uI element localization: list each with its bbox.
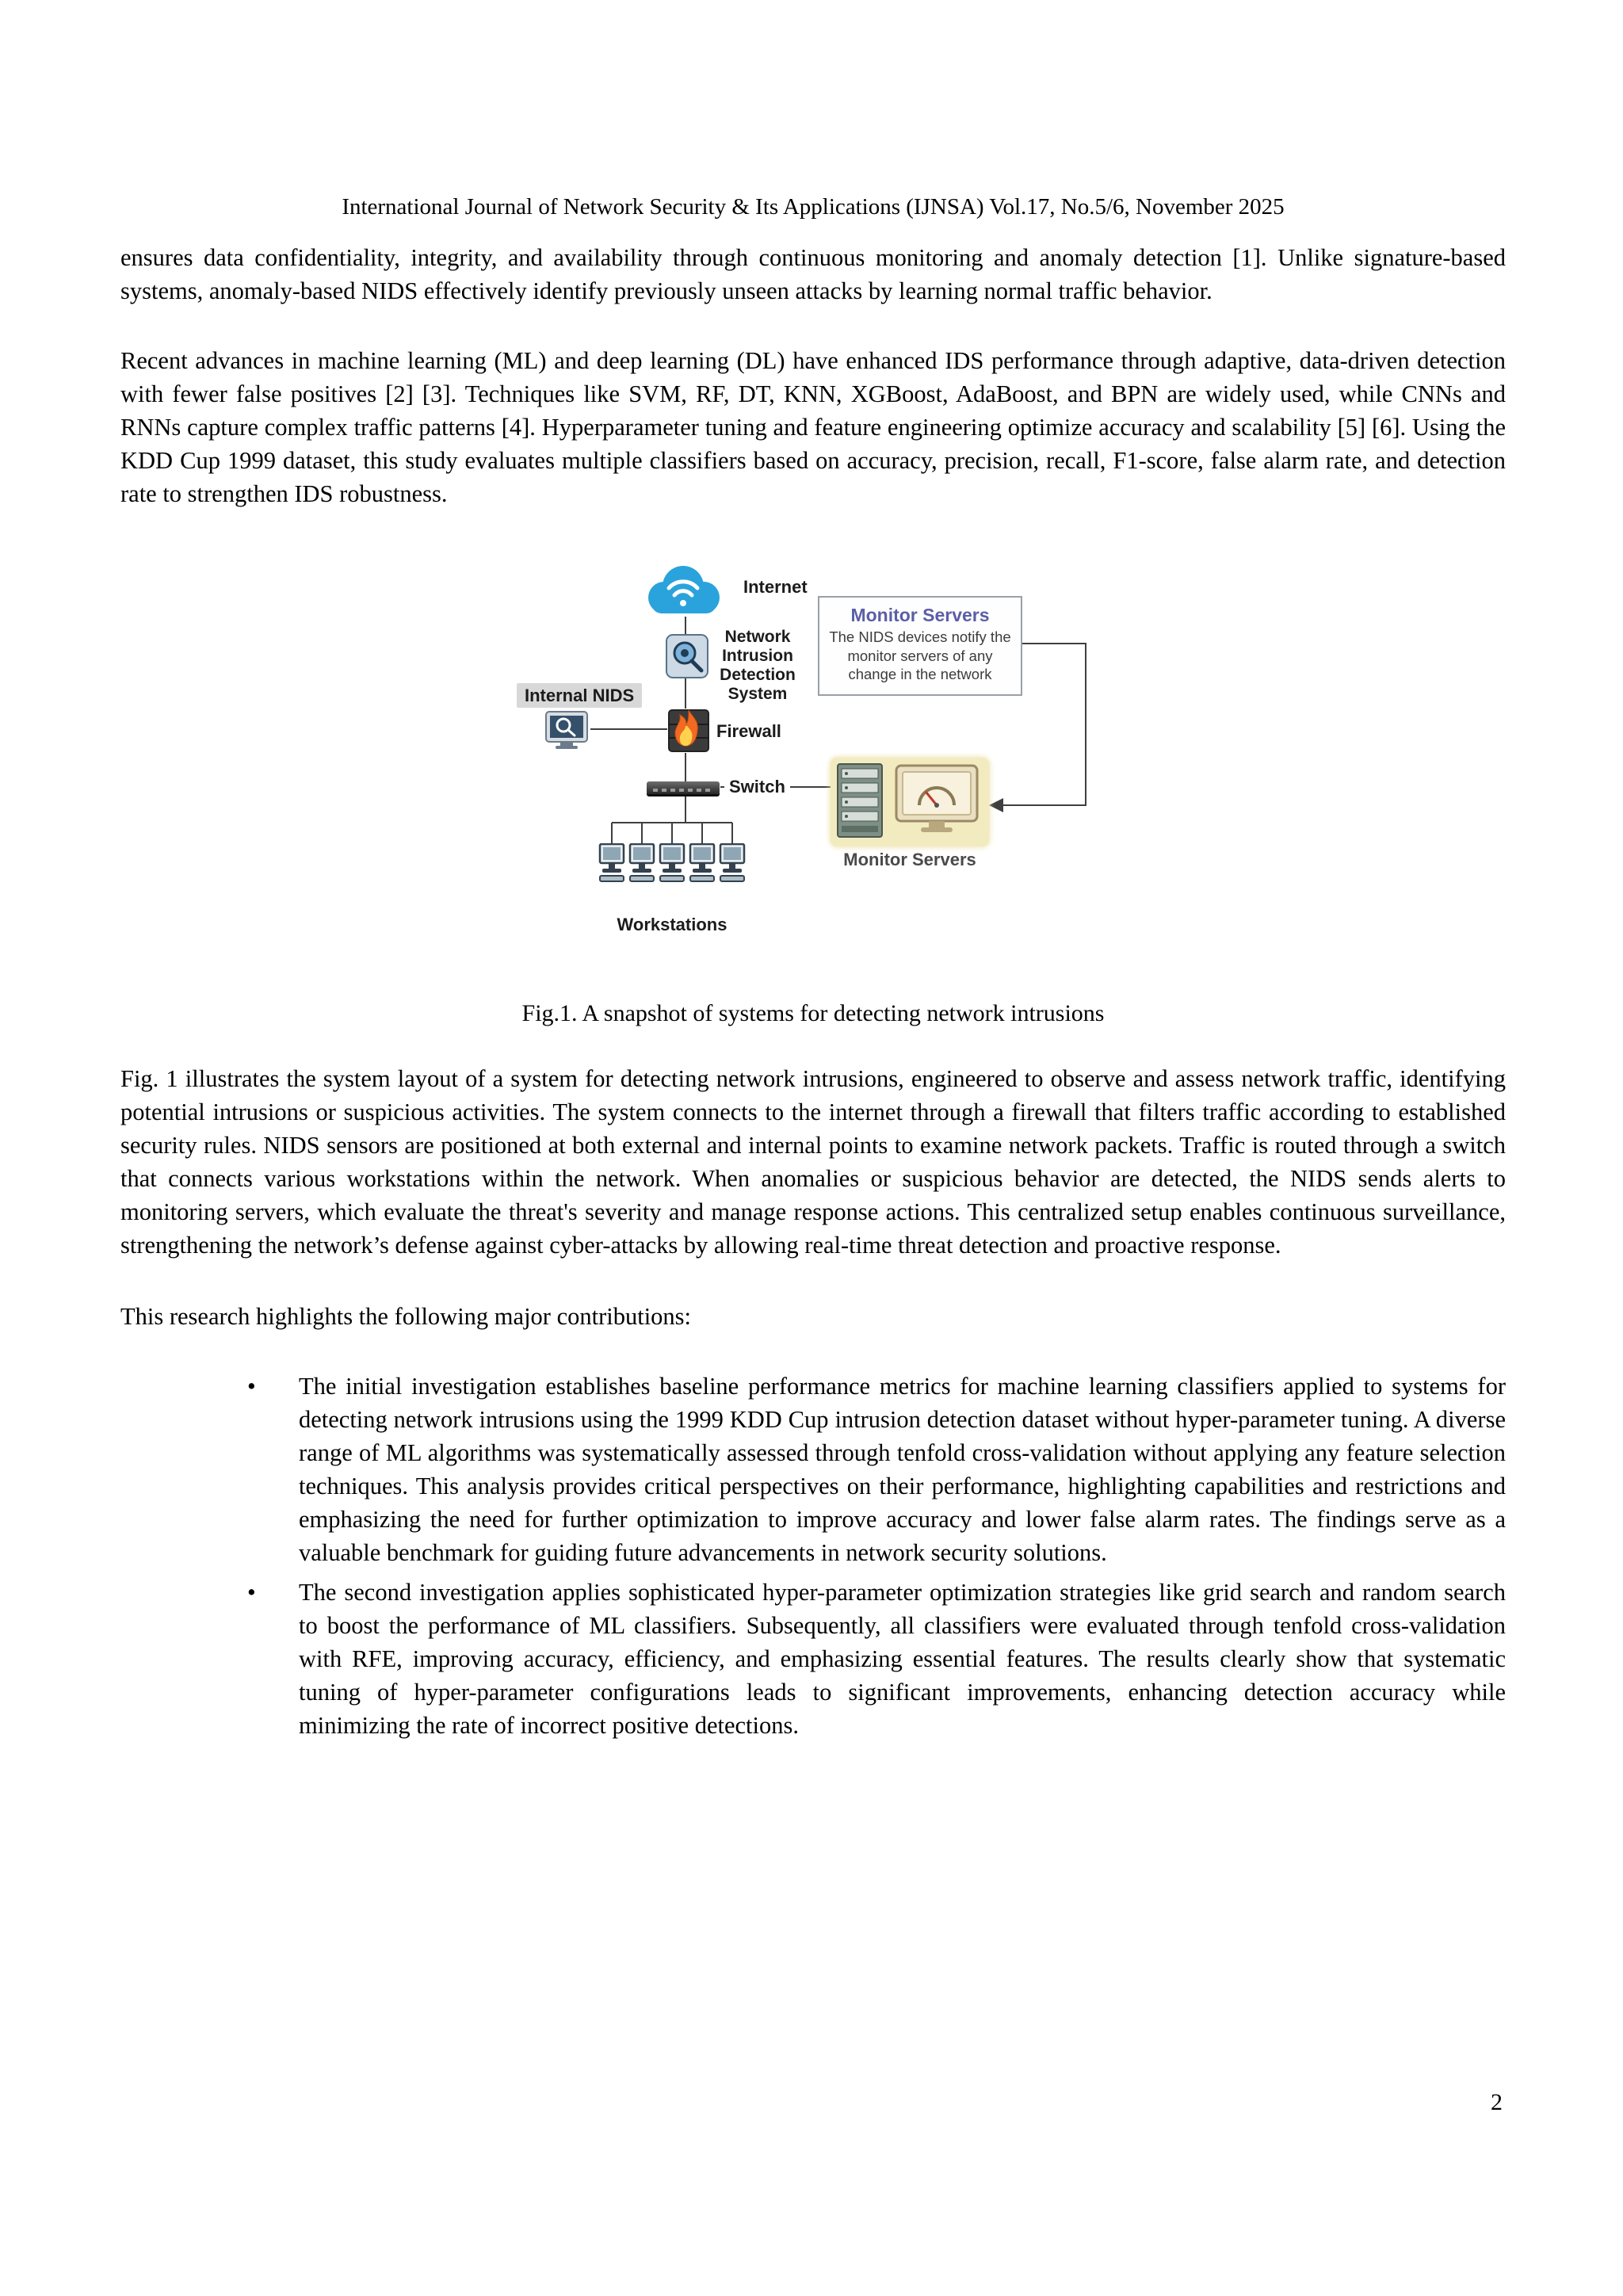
workstation-icon [689,843,716,887]
contribution-item-2 [120,1576,1506,1742]
figure-caption: Fig.1. A snapshot of systems for detecting network intrusions [521,1000,1105,1026]
firewall-label: Firewall [716,721,781,741]
page-number: 2 [1491,2089,1503,2115]
internet-label: Internet [743,577,808,597]
nids-label: Network Intrusion Detection System [720,628,796,704]
workstations-label: Workstations [617,915,727,934]
internet-cloud-icon [637,560,731,624]
contributions-list [120,1370,1506,1742]
monitor-servers-icon-label: Monitor Servers [843,850,976,869]
bullet-marker: • [247,1579,256,1606]
contribution-item-1 [120,1370,1506,1569]
firewall-icon [667,705,710,758]
monitor-servers-description: The NIDS devices notify the monitor servers of any change in the network [829,628,1011,683]
contribution-text-1: The initial investigation establishes baseline performance metrics for machine learning classifiers applied to systems for detecting network intrusions using the 1999 KDD Cup intrusion detection dataset without hyper-parameter tuning. A diverse range of ML algorithms was systematically assessed through tenfold cross-validation without applying any feature selection techniques. This analysis provides critical perspectives on their performance, highlighting capabilities and restrictions and emphasizing the need for further optimization to improve accuracy and lower false alarm rates. The findings serve as a valuable benchmark for guiding future advancements in network security solutions. [299,1373,1506,1566]
server-rack-icon [836,762,884,842]
journal-header: International Journal of Network Security & Its Applications (IJNSA) Vol.17, No.5/6, November 2025 [342,194,1285,220]
monitor-servers-title: Monitor Servers [850,605,990,625]
workstation-icon [598,843,625,887]
switch-icon [647,781,720,794]
arrowhead-to-monitor-servers [989,798,1003,812]
contribution-text-2: The second investigation applies sophisticated hyper-parameter optimization strategies like grid search and random search to boost the performance of ML classifiers. Subsequently, all classifiers were evaluated through tenfold cross-validation with RFE, improving accuracy, efficiency, and emphasizing essential features. The results clearly show that systematic tuning of hyper-parameter configurations leads to significant improvements, enhancing detection accuracy while minimizing the rate of incorrect positive detections. [299,1579,1506,1739]
paragraph-ml-advances: Recent advances in machine learning (ML) and deep learning (DL) have enhanced IDS performance through adaptive, data-driven detection with fewer false positives [2] [3]. Techniques like SVM, RF, DT, KNN, XGBoost, AdaBoost, and BPN are widely used, while CNNs and RNNs capture complex traffic patterns [4]. Hyperparameter tuning and feature engineering optimize accuracy and scalability [5] [6]. Using the KDD Cup 1999 dataset, this study evaluates multiple classifiers based on accuracy, precision, recall, F1-score, false alarm rate, and detection rate to strengthen IDS robustness. [120,347,1506,507]
paragraph-anomaly-detection: ensures data confidentiality, integrity, and availability through continuous monitoring and anomaly detection [1]. Unlike signature-based systems, anomaly-based NIDS effectively identify previously unseen attacks by learning normal traffic behavior. [120,244,1506,304]
workstation-icon [659,843,685,887]
switch-label: Switch [724,775,790,798]
diagram-connection-lines [120,560,1506,949]
bullet-marker: • [247,1373,256,1400]
figure-1-diagram [120,560,1506,949]
switch-ports [653,789,713,792]
workstation-icon [719,843,746,887]
monitor-servers-callout [818,596,1022,696]
internal-nids-icon [544,710,589,754]
paragraph-figure-discussion: Fig. 1 illustrates the system layout of a system for detecting network intrusions, engineered to observe and assess network traffic, identifying potential intrusions or suspicious activities. The system connects to the internet through a firewall that filters traffic according to established security rules. NIDS sensors are positioned at both external and internal points to examine network packets. Traffic is routed through a switch that connects various workstations within the network. When anomalies or suspicious behavior are detected, the NIDS sends alerts to monitoring servers, which evaluate the threat's severity and manage response actions. This centralized setup enables continuous surveillance, strengthening the network’s defense against cyber-attacks by allowing real-time threat detection and proactive response. [120,1065,1506,1259]
internal-nids-label: Internal NIDS [517,683,642,708]
workstation-icon [628,843,655,887]
nids-device-icon [666,634,708,682]
monitor-gauge-icon [893,764,980,844]
paragraph-contributions-intro: This research highlights the following major contributions: [120,1303,692,1330]
